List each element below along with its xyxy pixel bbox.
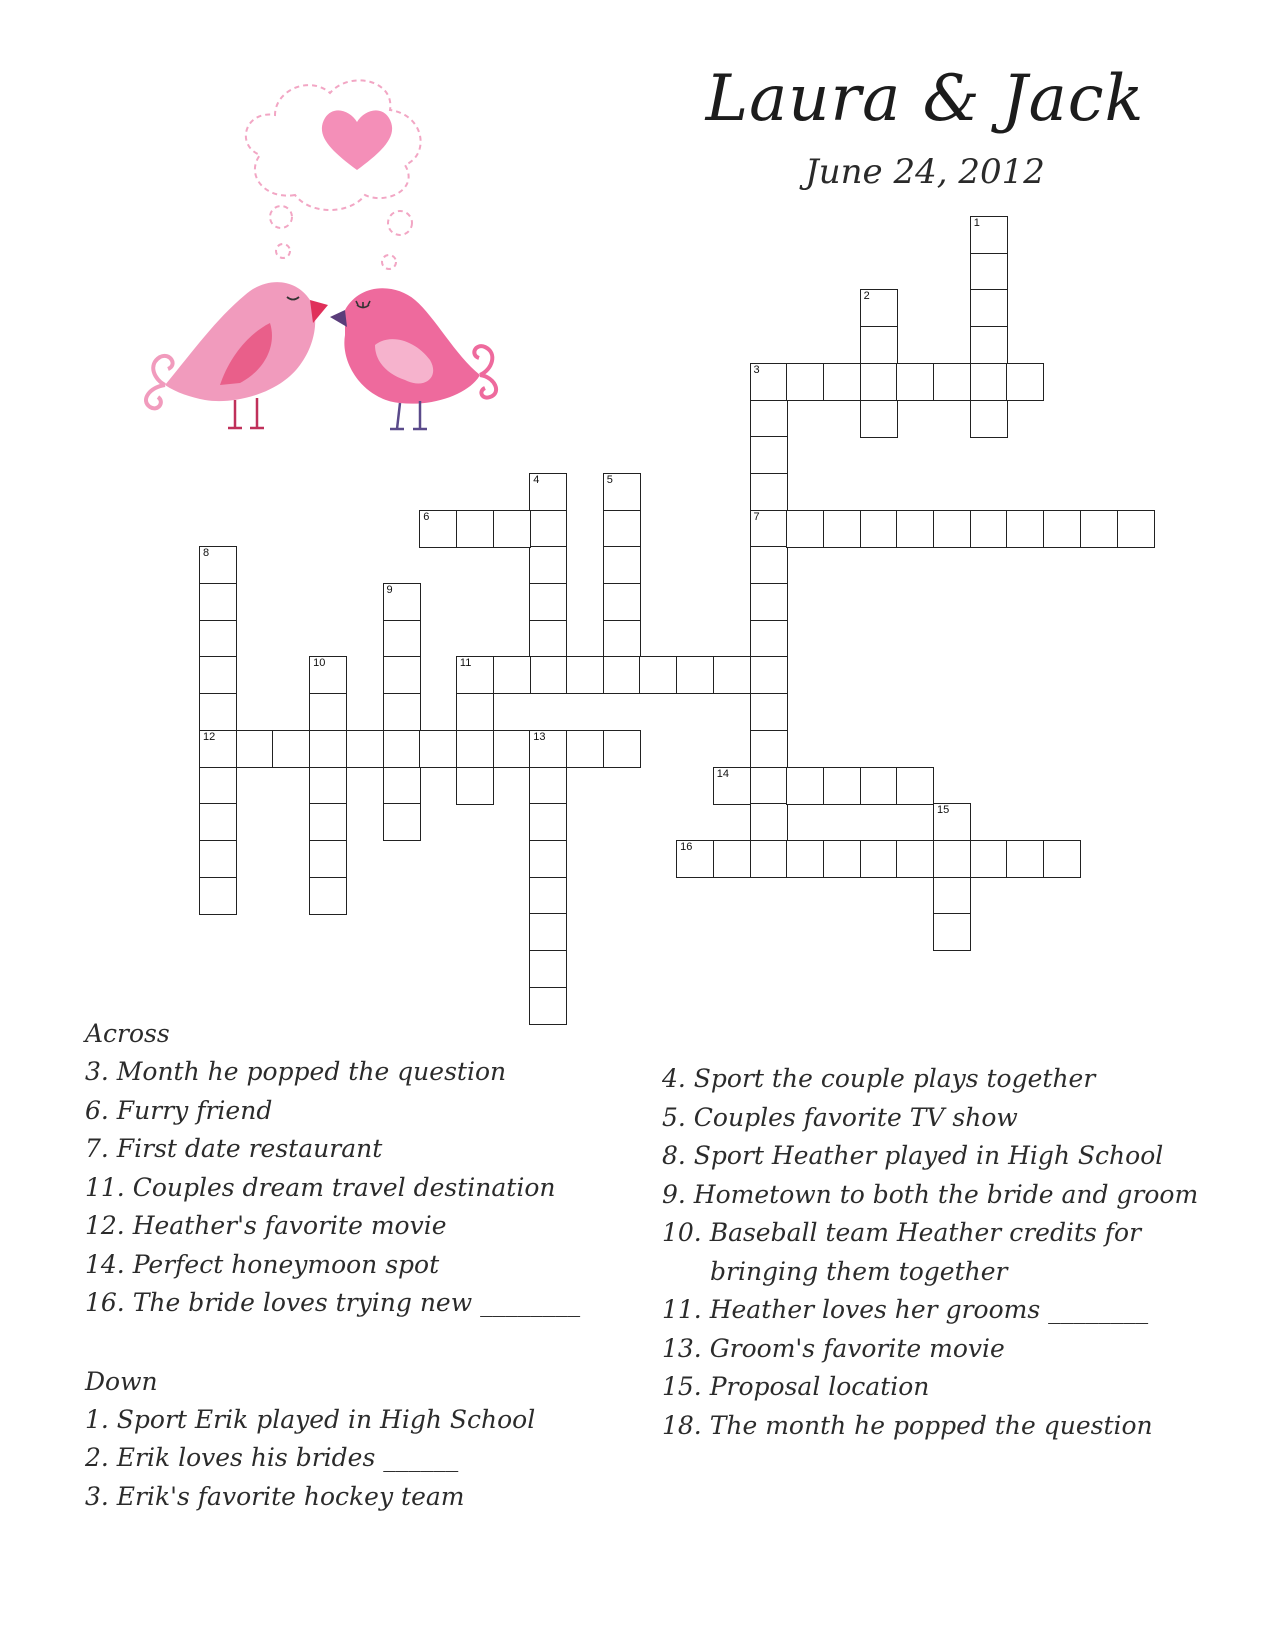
crossword-cell[interactable] (933, 840, 971, 878)
crossword-cell[interactable] (933, 363, 971, 401)
crossword-cell[interactable] (1080, 510, 1118, 548)
crossword-cell[interactable] (970, 840, 1008, 878)
crossword-cell[interactable] (786, 510, 824, 548)
across-clues (85, 1015, 580, 1516)
crossword-cell[interactable] (750, 436, 788, 474)
down-clue: 8. Sport Heather played in High School (662, 1141, 1164, 1170)
clue-number: 5 (606, 473, 613, 486)
crossword-cell[interactable] (860, 767, 898, 805)
crossword-cell[interactable] (970, 326, 1008, 364)
crossword-cell[interactable] (383, 803, 421, 841)
crossword-cell[interactable] (383, 730, 421, 768)
crossword-cell[interactable] (199, 693, 237, 731)
crossword-cell[interactable] (823, 767, 861, 805)
crossword-cell[interactable] (309, 767, 347, 805)
wedding-date: June 24, 2012 (805, 152, 1045, 192)
crossword-cell[interactable] (383, 656, 421, 694)
crossword-cell[interactable] (199, 730, 237, 768)
down-heading: Down (85, 1366, 158, 1396)
clue-number: 2 (863, 290, 870, 303)
down-clue: 3. Erik's favorite hockey team (85, 1481, 465, 1511)
crossword-cell[interactable] (750, 693, 788, 731)
crossword-cell[interactable] (750, 767, 788, 805)
down-clue: 15. Proposal location (662, 1372, 930, 1401)
crossword-cell[interactable] (970, 289, 1008, 327)
crossword-cell[interactable] (713, 840, 751, 878)
crossword-cell[interactable] (529, 656, 567, 694)
crossword-cell[interactable] (786, 363, 824, 401)
clue-number: 1 (973, 217, 980, 229)
crossword-cell[interactable] (786, 767, 824, 805)
clue-number: 12 (203, 730, 216, 743)
clue-number: 10 (313, 657, 326, 670)
clue-number: 3 (753, 363, 760, 376)
crossword-cell[interactable] (603, 546, 641, 584)
crossword-cell[interactable] (419, 510, 457, 548)
crossword-cell[interactable] (750, 546, 788, 584)
crossword-cell[interactable] (272, 730, 310, 768)
crossword-cell[interactable] (970, 253, 1008, 291)
crossword-cell[interactable] (970, 216, 1008, 254)
crossword-cell[interactable] (750, 656, 788, 694)
across-heading: Across (85, 1019, 170, 1048)
crossword-cell[interactable] (309, 656, 347, 694)
crossword-cell[interactable] (603, 730, 641, 768)
clue-number: 9 (386, 584, 393, 596)
crossword-cell[interactable] (750, 363, 788, 401)
crossword-cell[interactable] (750, 840, 788, 878)
down-clue: 1. Sport Erik played in High School (85, 1404, 536, 1434)
crossword-cell[interactable] (860, 363, 898, 401)
crossword-cell[interactable] (566, 730, 604, 768)
across-clue: 12. Heather's favorite movie (85, 1211, 447, 1240)
crossword-cell[interactable] (713, 656, 751, 694)
down-clue: 4. Sport the couple plays together (662, 1064, 1096, 1093)
down-clue: 11. Heather loves her grooms ________ (662, 1295, 1149, 1324)
crossword-cell[interactable] (529, 730, 567, 768)
crossword-cell[interactable] (639, 656, 677, 694)
crossword-cell[interactable] (1043, 510, 1081, 548)
crossword-cell[interactable] (309, 693, 347, 731)
couple-names-title: Laura & Jack (705, 62, 1145, 136)
crossword-cell[interactable] (236, 730, 274, 768)
crossword-cell[interactable] (823, 840, 861, 878)
crossword-cell[interactable] (896, 510, 934, 548)
across-clue: 6. Furry friend (85, 1095, 273, 1125)
crossword-cell[interactable] (199, 620, 237, 658)
across-clue: 14. Perfect honeymoon spot (85, 1249, 440, 1279)
crossword-cell[interactable] (456, 730, 494, 768)
crossword-cell[interactable] (933, 877, 971, 915)
crossword-cell[interactable] (309, 840, 347, 878)
crossword-cell[interactable] (933, 510, 971, 548)
crossword-cell[interactable] (860, 510, 898, 548)
clue-number: 16 (680, 840, 693, 853)
crossword-cell[interactable] (529, 877, 567, 915)
clue-number: 8 (203, 547, 210, 560)
crossword-cell[interactable] (199, 583, 237, 621)
crossword-cell[interactable] (493, 730, 531, 768)
crossword-cell[interactable] (529, 767, 567, 805)
clue-number: 14 (716, 767, 730, 780)
crossword-cell[interactable] (860, 840, 898, 878)
crossword-cell[interactable] (199, 840, 237, 878)
crossword-cell[interactable] (419, 730, 457, 768)
crossword-cell[interactable] (456, 510, 494, 548)
crossword-cell[interactable] (603, 510, 641, 548)
clue-number: 6 (423, 510, 430, 523)
down-clue: 5. Couples favorite TV show (662, 1102, 1018, 1132)
crossword-cell[interactable] (529, 950, 567, 988)
crossword-cell[interactable] (383, 620, 421, 658)
crossword-cell[interactable] (970, 400, 1008, 438)
crossword-cell[interactable] (896, 767, 934, 805)
crossword-cell[interactable] (750, 730, 788, 768)
crossword-cell[interactable] (199, 767, 237, 805)
crossword-cell[interactable] (1006, 840, 1044, 878)
crossword-cell[interactable] (676, 840, 714, 878)
crossword-cell[interactable] (566, 656, 604, 694)
crossword-cell[interactable] (199, 877, 237, 915)
crossword-cell[interactable] (383, 583, 421, 621)
crossword-cell[interactable] (896, 363, 934, 401)
crossword-cell[interactable] (603, 620, 641, 658)
crossword-cell[interactable] (346, 730, 384, 768)
crossword-cell[interactable] (750, 400, 788, 438)
crossword-cell[interactable] (860, 289, 898, 327)
down-clue-continuation: bringing them together (710, 1256, 1008, 1286)
across-clue: 7. First date restaurant (85, 1134, 383, 1163)
crossword-cell[interactable] (309, 803, 347, 841)
crossword-cell[interactable] (529, 840, 567, 878)
down-clue: 10. Baseball team Heather credits for (662, 1218, 1142, 1247)
crossword-cell[interactable] (970, 510, 1008, 548)
clue-number: 15 (937, 804, 950, 817)
crossword-cell[interactable] (750, 803, 788, 841)
crossword-cell[interactable] (456, 693, 494, 731)
crossword-cell[interactable] (603, 473, 641, 511)
crossword-cell[interactable] (786, 840, 824, 878)
crossword-cell[interactable] (1006, 363, 1044, 401)
crossword-cell[interactable] (823, 510, 861, 548)
crossword-cell[interactable] (199, 803, 237, 841)
across-clue: 3. Month he popped the question (85, 1057, 507, 1086)
across-clue: 16. The bride loves trying new ________ (85, 1288, 581, 1317)
down-clue: 2. Erik loves his brides ______ (85, 1443, 459, 1472)
down-clue: 9. Hometown to both the bride and groom (662, 1179, 1199, 1209)
crossword-cell[interactable] (1043, 840, 1081, 878)
clue-number: 13 (533, 730, 546, 743)
clue-number: 7 (753, 510, 760, 523)
crossword-cell[interactable] (383, 693, 421, 731)
crossword-cell[interactable] (529, 803, 567, 841)
down-clue: 13. Groom's favorite movie (662, 1333, 1005, 1363)
crossword-cell[interactable] (860, 326, 898, 364)
crossword-cell[interactable] (750, 583, 788, 621)
crossword-cell[interactable] (603, 583, 641, 621)
crossword-cell[interactable] (713, 767, 751, 805)
crossword-cell[interactable] (970, 363, 1008, 401)
crossword-cell[interactable] (1006, 510, 1044, 548)
clue-number: 4 (533, 473, 540, 486)
down-clue: 18. The month he popped the question (662, 1410, 1153, 1440)
crossword-cell[interactable] (456, 656, 494, 694)
crossword-cell[interactable] (309, 877, 347, 915)
crossword-cell[interactable] (199, 546, 237, 584)
crossword-cell[interactable] (456, 767, 494, 805)
crossword-cell[interactable] (309, 730, 347, 768)
crossword-cell[interactable] (603, 656, 641, 694)
crossword-cell[interactable] (199, 656, 237, 694)
crossword-cell[interactable] (676, 656, 714, 694)
crossword-cell[interactable] (860, 400, 898, 438)
crossword-cell[interactable] (529, 583, 567, 621)
crossword-cell[interactable] (750, 473, 788, 511)
crossword-cell[interactable] (933, 913, 971, 951)
crossword-cell[interactable] (896, 840, 934, 878)
crossword-cell[interactable] (933, 803, 971, 841)
crossword-cell[interactable] (529, 510, 567, 548)
crossword-cell[interactable] (493, 510, 531, 548)
across-clue: 11. Couples dream travel destination (85, 1172, 556, 1202)
crossword-cell[interactable] (529, 913, 567, 951)
crossword-cell[interactable] (750, 620, 788, 658)
down-clues-continued (662, 1060, 1198, 1445)
crossword-cell[interactable] (750, 510, 788, 548)
crossword-cell[interactable] (529, 620, 567, 658)
crossword-cell[interactable] (1117, 510, 1155, 548)
crossword-cell[interactable] (529, 546, 567, 584)
clue-number: 11 (459, 657, 472, 670)
crossword-cell[interactable] (529, 473, 567, 511)
crossword-cell[interactable] (493, 656, 531, 694)
crossword-cell[interactable] (383, 767, 421, 805)
crossword-cell[interactable] (823, 363, 861, 401)
